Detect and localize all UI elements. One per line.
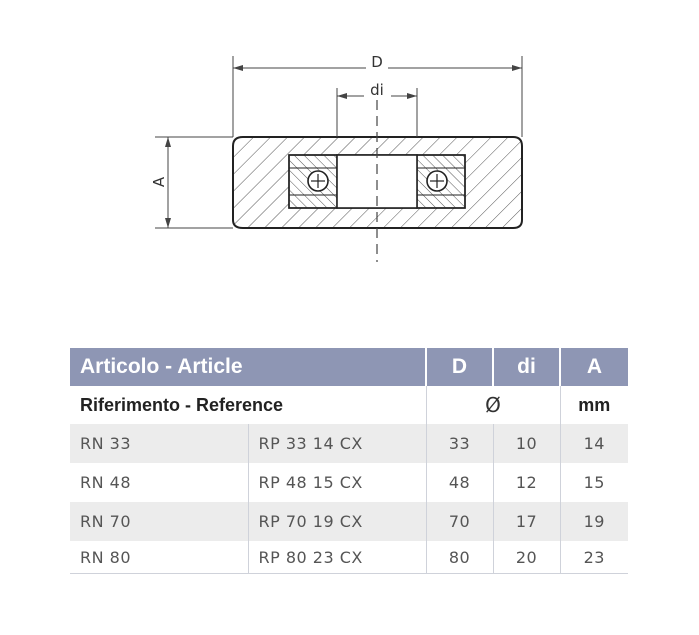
header-d: D — [426, 348, 493, 386]
unit-mm: mm — [560, 386, 628, 424]
row-code: RN 70 — [70, 502, 248, 541]
row-a: 23 — [560, 541, 628, 574]
label-a: A — [150, 176, 168, 188]
row-a: 19 — [560, 502, 628, 541]
row-d: 80 — [426, 541, 493, 574]
table-subheader-row — [70, 386, 628, 424]
row-di: 17 — [493, 502, 560, 541]
row-d: 48 — [426, 463, 493, 502]
label-d: D — [371, 53, 383, 71]
row-code: RN 33 — [70, 424, 248, 463]
subheader-reference: Riferimento - Reference — [70, 386, 426, 424]
diameter-symbol: Ø — [426, 386, 560, 424]
table-row — [70, 541, 628, 574]
row-code: RN 48 — [70, 463, 248, 502]
dimension-a — [150, 137, 233, 228]
row-reference: RP 80 23 CX — [248, 541, 426, 574]
ball-left — [308, 171, 328, 191]
table-row — [70, 463, 628, 502]
row-a: 15 — [560, 463, 628, 502]
row-di: 20 — [493, 541, 560, 574]
header-article: Articolo - Article — [70, 348, 426, 386]
table-header-row — [70, 348, 628, 386]
table-row — [70, 424, 628, 463]
row-code: RN 80 — [70, 541, 248, 574]
header-di: di — [493, 348, 560, 386]
ball-right — [427, 171, 447, 191]
row-reference: RP 33 14 CX — [248, 424, 426, 463]
row-d: 70 — [426, 502, 493, 541]
row-reference: RP 48 15 CX — [248, 463, 426, 502]
header-a: A — [560, 348, 628, 386]
row-di: 10 — [493, 424, 560, 463]
table-row — [70, 502, 628, 541]
label-di: di — [370, 81, 384, 99]
row-reference: RP 70 19 CX — [248, 502, 426, 541]
specification-table — [70, 348, 628, 574]
row-di: 12 — [493, 463, 560, 502]
row-d: 33 — [426, 424, 493, 463]
row-a: 14 — [560, 424, 628, 463]
